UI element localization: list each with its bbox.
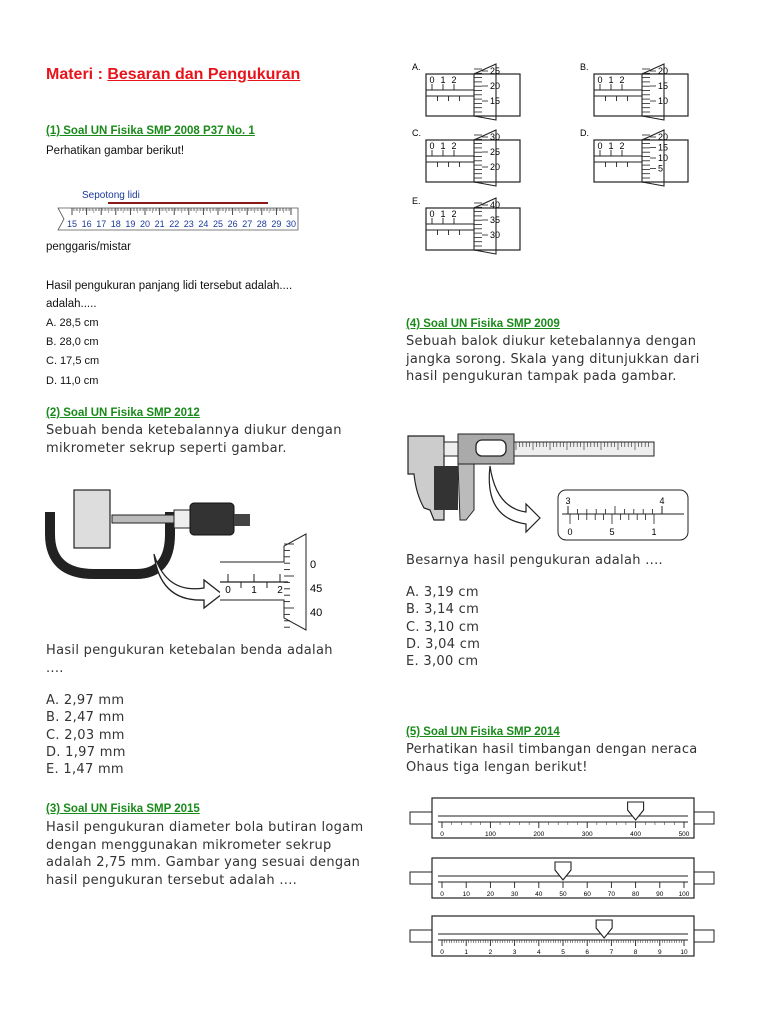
arm-label: 400 xyxy=(630,831,642,838)
q5-ohaus-figure xyxy=(408,790,718,966)
q2-option-c: C. 2,03 mm xyxy=(46,727,125,743)
ruler-number: 30 xyxy=(285,219,297,229)
q3-figure-letter: A. xyxy=(412,62,421,72)
q1-caption: penggaris/mistar xyxy=(46,241,132,253)
q3-figure xyxy=(412,194,524,256)
ruler-number: 20 xyxy=(139,219,151,229)
q4-heading: (4) Soal UN Fisika SMP 2009 xyxy=(406,318,560,330)
q1-intro: Perhatikan gambar berikut! xyxy=(46,145,185,157)
q3-main-number: 2 xyxy=(451,209,457,219)
q5-heading: (5) Soal UN Fisika SMP 2014 xyxy=(406,726,560,738)
arm-label: 300 xyxy=(581,831,593,838)
arm-label: 50 xyxy=(559,891,567,898)
q1-option-a: A. 28,5 cm xyxy=(46,317,99,329)
q1-figure-label: Sepotong lidi xyxy=(82,190,140,201)
zoom-arrow xyxy=(489,466,540,532)
arm-label: 4 xyxy=(536,949,541,956)
ruler-number: 17 xyxy=(96,219,107,229)
q2-heading: (2) Soal UN Fisika SMP 2012 xyxy=(46,407,200,419)
q3-thimble-number: 30 xyxy=(490,230,501,240)
q3-thimble-number: 15 xyxy=(490,96,501,106)
arm-end-left xyxy=(410,930,432,942)
q3-heading: (3) Soal UN Fisika SMP 2015 xyxy=(46,803,200,815)
arm-label: 1 xyxy=(464,949,469,956)
q3-main-number: 1 xyxy=(608,141,614,151)
q4-option-b: B. 3,14 cm xyxy=(406,602,480,618)
arm-label: 80 xyxy=(631,891,640,898)
q5-intro: Perhatikan hasil timbangan dengan neraca Ohaus tiga lengan berikut! xyxy=(406,742,698,775)
vernier-number: 0 xyxy=(567,527,573,537)
title-topic: Besaran dan Pengukuran xyxy=(107,66,301,83)
q3-figure-letter: E. xyxy=(412,196,421,206)
ruler-number: 28 xyxy=(256,219,267,229)
arm-label: 9 xyxy=(657,949,662,956)
measured-block xyxy=(434,466,458,510)
q3-text: Hasil pengukuran diameter bola butiran logam dengan menggunakan mikrometer sekrup adalah 2,75 mm. Gambar yang sesuai dengan hasil pengukuran tersebut adalah .... xyxy=(46,820,364,888)
q3-main-number: 1 xyxy=(440,209,446,219)
q3-thimble-number: 20 xyxy=(490,81,501,91)
ruler-number: 22 xyxy=(169,219,180,229)
q4-option-e: E. 3,00 cm xyxy=(406,654,479,670)
q2-option-b: B. 2,47 mm xyxy=(46,710,125,726)
q3-main-number: 1 xyxy=(440,141,446,151)
ruler-number: 15 xyxy=(66,219,78,229)
arm-label: 0 xyxy=(440,891,444,898)
arm-label: 500 xyxy=(678,831,690,838)
q3-figure xyxy=(412,126,524,188)
q3-figure xyxy=(412,60,524,122)
arm-label: 40 xyxy=(535,891,543,898)
q3-thimble-number: 20 xyxy=(658,132,669,142)
arm-end-left xyxy=(410,812,432,824)
main-scale-number: 2 xyxy=(277,585,283,596)
q3-main-number: 1 xyxy=(608,75,614,85)
q4-option-d: D. 3,04 cm xyxy=(406,636,481,652)
q3-main-number: 2 xyxy=(451,141,457,151)
ohaus-arm xyxy=(432,798,694,838)
ruler-number: 24 xyxy=(198,219,209,229)
q2-option-e: E. 1,47 mm xyxy=(46,762,124,778)
arm-label: 10 xyxy=(680,949,688,956)
q4-option-a: A. 3,19 cm xyxy=(406,585,479,600)
q3-thimble-number: 15 xyxy=(658,142,669,153)
q4-option-c: C. 3,10 cm xyxy=(406,619,480,635)
arm-label: 3 xyxy=(512,949,517,956)
q3-main-number: 2 xyxy=(619,141,625,151)
arm-label: 100 xyxy=(678,891,690,898)
q3-thimble-number: 15 xyxy=(658,81,669,91)
arm-label: 70 xyxy=(607,891,616,898)
micrometer-ratchet xyxy=(234,514,250,526)
q1-options xyxy=(46,314,99,391)
q3-main-number: 1 xyxy=(440,75,446,85)
ruler-number: 18 xyxy=(110,219,121,229)
arm-label: 200 xyxy=(533,831,545,838)
q1-question-2: adalah..... xyxy=(46,298,97,310)
caliper-main-number: 3 xyxy=(565,496,571,506)
arm-label: 0 xyxy=(440,831,444,838)
main-scale-number: 0 xyxy=(225,585,231,596)
q3-thimble-number: 25 xyxy=(490,66,501,76)
ohaus-arms xyxy=(410,798,714,956)
micrometer-thimble xyxy=(190,503,234,535)
q3-thimble-number: 10 xyxy=(658,153,669,163)
main-scale-number: 1 xyxy=(251,585,257,596)
ruler-number: 29 xyxy=(271,219,282,229)
q3-figure xyxy=(580,126,692,188)
q2-options xyxy=(46,692,126,778)
q3-main-number: 2 xyxy=(619,75,625,85)
caliper-reading-window xyxy=(476,440,506,456)
q3-thimble-number: 25 xyxy=(490,147,501,157)
q3-main-number: 0 xyxy=(597,75,603,85)
q2-intro: Sebuah benda ketebalannya diukur dengan mikrometer sekrup seperti gambar. xyxy=(46,423,342,456)
arm-label: 20 xyxy=(486,891,495,898)
thimble-number: 0 xyxy=(310,559,317,571)
q3-thimble-number: 20 xyxy=(490,162,501,172)
arm-end-right xyxy=(694,930,714,942)
caliper-moving-jaw xyxy=(458,464,474,520)
q3-thimble-number: 40 xyxy=(490,200,501,210)
arm-end-left xyxy=(410,872,432,884)
title-prefix: Materi : xyxy=(46,66,108,83)
q3-figure-letter: B. xyxy=(580,62,589,72)
q2-option-a: A. 2,97 mm xyxy=(46,693,125,708)
q3-figure-letter: C. xyxy=(412,128,421,138)
q3-figure xyxy=(580,60,692,122)
ruler-number: 23 xyxy=(183,219,194,229)
ruler-number: 19 xyxy=(125,219,136,229)
q3-thimble-number: 5 xyxy=(658,163,664,174)
measured-object xyxy=(74,490,110,548)
q3-thimble-number: 30 xyxy=(490,132,501,142)
caliper-main-number: 4 xyxy=(659,496,665,506)
q2-micrometer-figure xyxy=(44,482,334,632)
arm-label: 60 xyxy=(583,891,591,898)
ruler-number: 27 xyxy=(242,219,253,229)
ruler-number: 16 xyxy=(81,219,92,229)
q4-intro: Sebuah balok diukur ketebalannya dengan jangka sorong. Skala yang ditunjukkan dari hasil pengukuran tampak pada gambar. xyxy=(406,334,700,384)
micrometer-spindle xyxy=(112,515,174,523)
arm-end-right xyxy=(694,872,714,884)
vernier-zoom-box xyxy=(558,490,688,540)
arm-label: 6 xyxy=(585,949,590,956)
vernier-number: 1 xyxy=(651,527,657,537)
arm-label: 30 xyxy=(510,891,519,898)
arm-label: 8 xyxy=(633,949,638,956)
arm-label: 90 xyxy=(656,891,664,898)
ruler-number: 26 xyxy=(227,219,238,229)
arm-label: 2 xyxy=(488,949,493,956)
q3-main-number: 0 xyxy=(429,209,435,219)
q4-caliper-figure xyxy=(404,424,694,544)
arm-label: 0 xyxy=(440,949,444,956)
ruler-number: 25 xyxy=(212,219,224,229)
q3-main-number: 0 xyxy=(429,141,435,151)
vernier-number: 5 xyxy=(609,527,615,537)
ruler-number: 21 xyxy=(154,219,165,229)
q1-question-1: Hasil pengukuran panjang lidi tersebut adalah.... xyxy=(46,280,293,292)
q4-question: Besarnya hasil pengukuran adalah .... xyxy=(406,553,663,568)
q4-options xyxy=(406,584,480,670)
q1-option-c: C. 17,5 cm xyxy=(46,355,100,368)
q3-figure-letter: D. xyxy=(580,128,589,138)
q3-main-number: 0 xyxy=(597,141,603,151)
q2-question: Hasil pengukuran ketebalan benda adalah .... xyxy=(46,643,333,676)
q3-main-number: 2 xyxy=(451,75,457,85)
q1-option-b: B. 28,0 cm xyxy=(46,336,99,349)
q3-thimble-number: 20 xyxy=(658,66,669,76)
q1-heading: (1) Soal UN Fisika SMP 2008 P37 No. 1 xyxy=(46,125,255,137)
q2-option-d: D. 1,97 mm xyxy=(46,744,126,760)
arm-label: 10 xyxy=(462,891,470,898)
q3-thimble-number: 35 xyxy=(490,215,501,225)
q3-main-number: 0 xyxy=(429,75,435,85)
q3-thimble-number: 10 xyxy=(658,96,669,106)
arm-label: 100 xyxy=(484,831,496,838)
arm-label: 5 xyxy=(561,949,565,956)
arm-label: 7 xyxy=(609,949,614,956)
arm-end-right xyxy=(694,812,714,824)
q1-option-d: D. 11,0 cm xyxy=(46,374,99,387)
page-title xyxy=(46,66,300,84)
thimble-number: 45 xyxy=(310,583,323,595)
q1-ruler-figure xyxy=(46,186,302,236)
thimble-number: 40 xyxy=(310,607,323,619)
